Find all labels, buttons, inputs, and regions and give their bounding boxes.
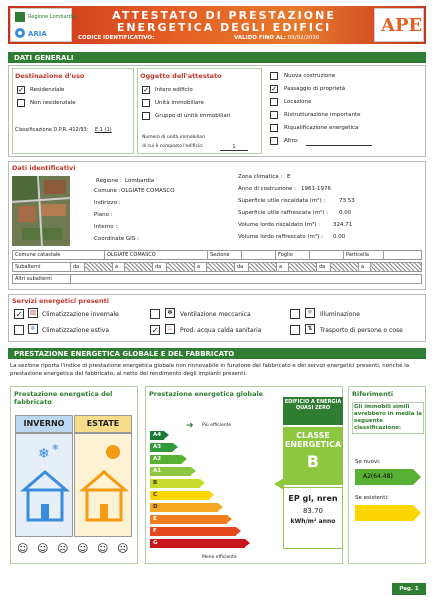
servizi-title: Servizi energetici presenti	[12, 297, 109, 305]
classe-value: B	[306, 452, 320, 471]
foglio-label: Foglio	[276, 251, 310, 260]
numero-value: 1	[220, 144, 248, 151]
estate-panel	[74, 433, 132, 537]
title-line-1: ATTESTATO DI PRESTAZIONE	[112, 9, 336, 22]
fabbricato-title: Prestazione energetica del fabbricato	[14, 390, 113, 406]
class-bar-f: F	[150, 527, 236, 536]
sub-hatch-6	[289, 263, 317, 272]
non-residenziale-checkbox[interactable]	[17, 99, 25, 107]
motivo-checkbox-0[interactable]	[270, 72, 278, 80]
riferimenti-title: Riferimenti	[352, 390, 394, 398]
motivo-checkbox-4[interactable]	[270, 124, 278, 132]
altro-line	[306, 145, 372, 146]
motivo-checkbox-2[interactable]	[270, 98, 278, 106]
code-label: CODICE IDENTIFICATIVO:	[78, 35, 155, 41]
sub-hatch-7	[331, 263, 359, 272]
se-nuovi-value: A2(64.48)	[355, 469, 413, 485]
sub-a-4: a	[359, 263, 371, 272]
catasto-row-1	[13, 251, 422, 260]
elevator-icon: ⇅	[305, 324, 315, 334]
ep-box	[283, 487, 343, 549]
motivo-label-0: Nuova costruzione	[284, 73, 336, 79]
fabbricato-box	[10, 386, 138, 564]
hot-water-icon: ♨	[165, 324, 175, 334]
motivo-label-3: Ristrutturazione importante	[284, 112, 361, 118]
piano-label: Piano :	[94, 212, 113, 218]
motivo-label-2: Locazione	[284, 99, 312, 105]
catasto-table	[12, 250, 422, 260]
motivo-label-5: Altro:	[284, 138, 299, 144]
globale-title: Prestazione energetica globale	[149, 390, 264, 398]
sub-hatch-3	[167, 263, 195, 272]
region-logo	[10, 8, 77, 42]
sup-risc-value: 73.53	[339, 198, 355, 204]
sub-hatch-4	[207, 263, 235, 272]
radiator-icon: ▥	[28, 308, 38, 318]
riferimenti-text: Gli immobili simili avrebbero in media la seguente classificazione:	[352, 402, 424, 434]
sub-da-3: da	[235, 263, 249, 272]
non-residenziale-label: Non residenziale	[30, 100, 76, 106]
class-bar-a1: A1	[150, 467, 191, 476]
fan-icon: ✻	[165, 308, 175, 318]
valid-date: 09/02/2030	[287, 35, 320, 41]
prestazione-description: La sezione riporta l'indice di prestazione energetica globale non rinnovabile in funzione del fabbricato e dei servizi energetici presenti, nonché la prestazione energetica del fabbricato, al netto del rendimento degli impianti presenti.	[10, 363, 410, 377]
sezione-value	[242, 251, 276, 260]
winter-house-icon	[16, 434, 74, 538]
dati-id-title: Dati identificativi	[12, 164, 76, 172]
smiley-icon-3: ☹	[57, 542, 69, 555]
class-bar-b: B	[150, 479, 200, 488]
se-esistenti-label: Se esistenti:	[355, 495, 389, 501]
classe-label: CLASSE ENERGETICA	[284, 431, 342, 449]
particella-value	[384, 251, 422, 260]
subalterni-table	[12, 262, 422, 272]
zona-label: Zona climatica :	[238, 174, 283, 180]
zero-energy-badge: EDIFICIO A ENERGIA QUASI ZERO	[283, 397, 343, 425]
numero-label-1: Numero di unità immobiliari	[142, 135, 205, 140]
subalterni-row	[13, 263, 422, 272]
anno-label: Anno di costruzione :	[238, 186, 297, 192]
ep-unit: kWh/m² anno	[290, 518, 336, 525]
altri-row	[13, 275, 422, 284]
class-bar-e: E	[150, 515, 227, 524]
comune-label: Comune :	[94, 188, 121, 194]
interno-label: Interno :	[94, 224, 118, 230]
ape-logo-text: APE	[381, 15, 423, 36]
section-prestazione: PRESTAZIONE ENERGETICA GLOBALE E DEL FABBRICATO	[8, 348, 426, 359]
smiley-icon-2: ☺	[37, 542, 49, 555]
sup-raff-value: 0.00	[339, 210, 352, 216]
se-nuovi-label: Se nuovi:	[355, 459, 381, 465]
comune-catastale-label: Comune catastale	[13, 251, 105, 260]
summer-house-icon	[75, 434, 133, 538]
smiley-icon-1: ☺	[17, 542, 29, 555]
estate-label: ESTATE	[74, 415, 132, 433]
inverno-label: INVERNO	[15, 415, 73, 433]
regione-value: Lombardia	[125, 178, 155, 184]
lightbulb-icon: ☼	[305, 308, 315, 318]
unita-label: Unità immobiliare	[155, 100, 204, 106]
ape-logo	[374, 8, 424, 42]
sub-a-2: a	[195, 263, 207, 272]
sub-da-4: da	[317, 263, 331, 272]
classe-panel	[283, 397, 343, 562]
class-bar-d: D	[150, 503, 218, 512]
valid-label: VALIDO FINO AL: 09/02/2030	[234, 35, 320, 41]
altri-subalterni-label: Altri subalterni	[13, 275, 71, 284]
vol-raff-label: Volume lordo raffrescato (m³) :	[238, 234, 323, 240]
meno-efficiente: Meno efficiente	[202, 555, 237, 560]
particella-label: Particella	[344, 251, 384, 260]
vol-raff-value: 0.00	[333, 234, 346, 240]
altri-subalterni-value	[71, 275, 422, 284]
sub-da-2: da	[153, 263, 167, 272]
oggetto-title: Oggetto dell'attestato	[140, 72, 222, 80]
servizio-label-3: Prod. acqua calda sanitaria	[180, 327, 262, 334]
header-banner	[8, 6, 426, 44]
svg-text:❄: ❄	[38, 446, 50, 462]
motivi-list	[266, 68, 422, 154]
oggetto-box	[137, 68, 262, 154]
class-bar-g: G	[150, 539, 245, 548]
servizio-checkbox-5[interactable]	[290, 325, 300, 335]
se-esistenti-arrow	[413, 505, 421, 521]
gruppo-label: Gruppo di unità immobiliari	[155, 113, 231, 119]
smiley-icon-6: ☹	[117, 542, 129, 555]
servizio-label-1: Climatizzazione estiva	[42, 327, 109, 334]
motivo-checkbox-5[interactable]	[270, 137, 278, 145]
altri-table	[12, 274, 422, 284]
residenziale-checkbox[interactable]: ✓	[18, 86, 24, 94]
se-nuovi-arrow	[413, 469, 421, 485]
sup-raff-label: Superficie utile raffrescata (m²) :	[238, 210, 329, 216]
sub-da-1: da	[71, 263, 85, 272]
motivo-label-4: Riqualificazione energetica	[284, 125, 359, 131]
class-bar-a4: A4	[150, 431, 164, 440]
servizio-label-2: Ventilazione meccanica	[180, 311, 251, 318]
sub-a-1: a	[113, 263, 125, 272]
anno-value: 1961-1976	[301, 186, 331, 192]
piu-efficiente: Più efficiente	[202, 423, 232, 428]
riferimenti-box	[348, 386, 426, 564]
unita-checkbox[interactable]	[142, 99, 150, 107]
servizio-label-5: Trasporto di persone o cose	[320, 327, 403, 334]
class-bar-c: C	[150, 491, 209, 500]
classificazione-value: E.1 (1)	[95, 127, 112, 133]
sub-a-3: a	[277, 263, 289, 272]
ep-value: 83.70	[302, 507, 324, 515]
page-number: Pag. 1	[392, 583, 426, 595]
servizio-checkbox-1[interactable]	[14, 325, 24, 335]
vol-risc-label: Volume lordo riscaldato (m³) :	[238, 222, 321, 228]
inverno-panel	[15, 433, 73, 537]
regione-label: Regione :	[96, 178, 122, 184]
servizio-label-4: Illuminazione	[320, 311, 360, 318]
sup-risc-label: Superficie utile riscaldata (m²) :	[238, 198, 326, 204]
sub-hatch-2	[125, 263, 153, 272]
motivo-label-1: Passaggio di proprietà	[284, 86, 346, 92]
title-line-2: ENERGETICA DEGLI EDIFICI	[116, 21, 332, 34]
region-name: Regione Lombardia	[28, 14, 77, 20]
class-bar-a3: A3	[150, 443, 173, 452]
smiley-row	[15, 539, 132, 559]
subalterni-label: Subalterni	[13, 263, 71, 272]
zona-value: E	[287, 174, 291, 180]
numero-label-2: di cui è composto l'edificio:	[142, 144, 204, 149]
classe-badge	[283, 427, 343, 485]
motivo-checkbox-3[interactable]	[270, 111, 278, 119]
servizio-checkbox-2[interactable]	[150, 309, 160, 319]
sezione-label: Sezione	[208, 251, 242, 260]
sub-hatch-1	[85, 263, 113, 272]
ep-label: EP gl, nren	[288, 494, 338, 503]
sub-hatch-8	[371, 263, 422, 272]
servizio-checkbox-3[interactable]: ✓	[151, 326, 159, 335]
coordinate-label: Coordinate GIS :	[94, 236, 139, 242]
aerial-map-image	[12, 176, 70, 246]
indirizzo-label: Indirizzo :	[94, 200, 121, 206]
class-bar-a2: A2	[150, 455, 182, 464]
destinazione-title: Destinazione d'uso	[15, 72, 85, 80]
intero-label: Intero edificio	[155, 87, 193, 93]
svg-text:❄: ❄	[52, 443, 59, 452]
arrow-up-icon: ➜	[186, 421, 194, 431]
destinazione-box	[12, 68, 134, 154]
aerial-photo	[12, 176, 70, 246]
motivo-checkbox-1[interactable]: ✓	[271, 85, 277, 93]
classificazione-label: Classificazione D.P.R. 412/93:	[15, 127, 89, 133]
aria-name: ARIA	[28, 30, 47, 38]
intero-checkbox[interactable]: ✓	[143, 86, 149, 94]
servizio-checkbox-0[interactable]: ✓	[15, 310, 23, 319]
section-dati-generali: DATI GENERALI	[8, 52, 426, 63]
se-esistenti-bar	[355, 505, 413, 521]
smiley-icon-5: ☺	[97, 542, 109, 555]
servizio-label-0: Climatizzazione invernale	[42, 311, 119, 318]
comune-catastale-value: OLGIATE COMASCO	[105, 251, 208, 260]
servizio-checkbox-4[interactable]	[290, 309, 300, 319]
snowflake-icon: ❄	[28, 324, 38, 334]
comune-value: OLGIATE COMASCO	[121, 188, 175, 194]
smiley-icon-4: ☺	[77, 542, 89, 555]
foglio-value	[310, 251, 344, 260]
gruppo-checkbox[interactable]	[142, 112, 150, 120]
sub-hatch-5	[249, 263, 277, 272]
vol-risc-value: 324.71	[333, 222, 353, 228]
residenziale-label: Residenziale	[30, 87, 65, 93]
